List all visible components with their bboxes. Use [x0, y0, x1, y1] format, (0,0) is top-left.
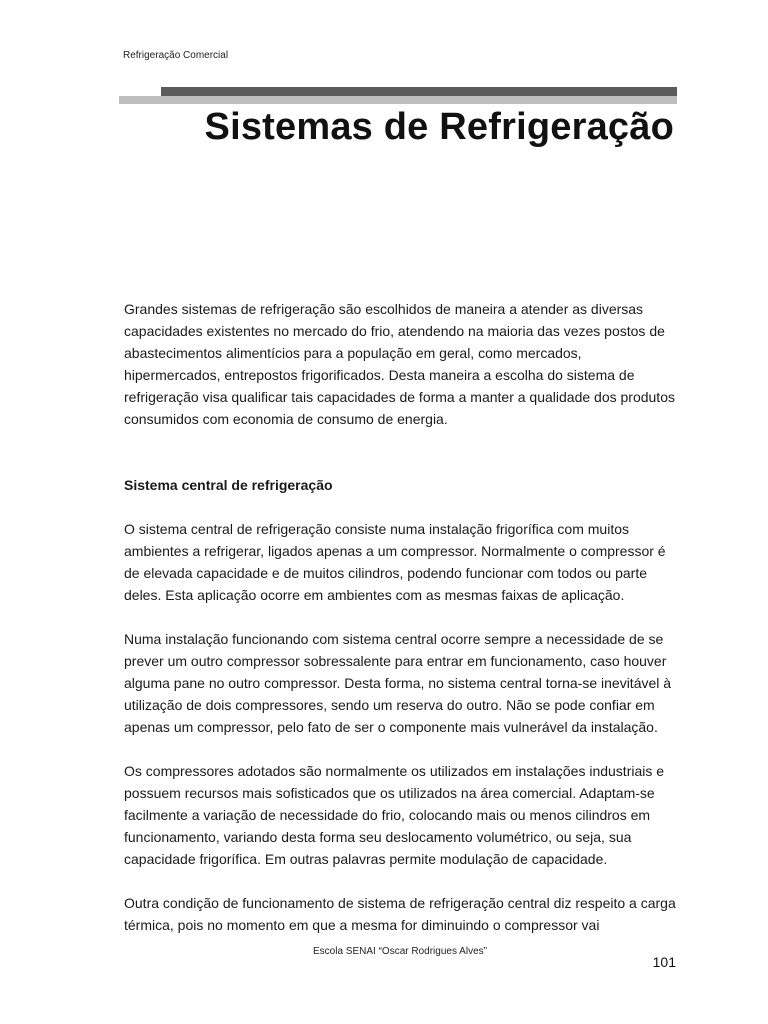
- intro-paragraph: Grandes sistemas de refrigeração são escolhidos de maneira a atender as diversas capacidades existentes no mercado do frio, atendendo na maioria das vezes postos de abastecimentos alimentícios para a população em geral, como mercados, hipermercados, entrepostos frigorificados. Desta maneira a escolha do sistema de refrigeração visa qualificar tais capacidades de forma a manter a qualidade dos produtos consumidos com economia de consumo de energia.: [124, 301, 675, 427]
- body-paragraph: O sistema central de refrigeração consiste numa instalação frigorífica com muitos ambientes a refrigerar, ligados apenas a um compressor. Normalmente o compressor é de elevada capacidade e de muitos cilindros, podendo funcionar com todos ou parte deles. Esta aplicação ocorre em ambientes com as mesmas faixas de aplicação.: [124, 521, 666, 603]
- section-heading: Sistema central de refrigeração: [124, 477, 333, 493]
- body-paragraph: Os compressores adotados são normalmente os utilizados em instalações industriais e possuem recursos mais sofisticados que os utilizados na área comercial. Adaptam-se facilmente a variação de necessidade do frio, colocando mais ou menos cilindros em funcionamento, variando desta forma seu deslocamento volumétrico, ou seja, sua capacidade frigorífica. Em outras palavras permite modulação de capacidade.: [124, 763, 665, 867]
- page-number: 101: [652, 954, 676, 970]
- body-paragraph: Outra condição de funcionamento de sistema de refrigeração central diz respeito a carga térmica, pois no momento em que a mesma for diminuindo o compressor vai: [124, 895, 676, 933]
- header-rule-dark: [161, 87, 677, 96]
- running-header: Refrigeração Comercial: [123, 50, 229, 61]
- body-text: [124, 298, 679, 958]
- chapter-title: Sistemas de Refrigeração: [204, 106, 674, 148]
- body-paragraph: Numa instalação funcionando com sistema central ocorre sempre a necessidade de se prever um outro compressor sobressalente para entrar em funcionamento, caso houver alguma pane no outro compressor. Desta forma, no sistema central torna-se inevitável à utilização de dois compressores, sendo um reserva do outro. Não se pode confiar em apenas um compressor, pelo fato de ser o componente mais vulnerável da instalação.: [124, 631, 672, 735]
- header-rule-light: [119, 96, 677, 104]
- footer-school: Escola SENAI “Oscar Rodrigues Alves”: [313, 946, 487, 957]
